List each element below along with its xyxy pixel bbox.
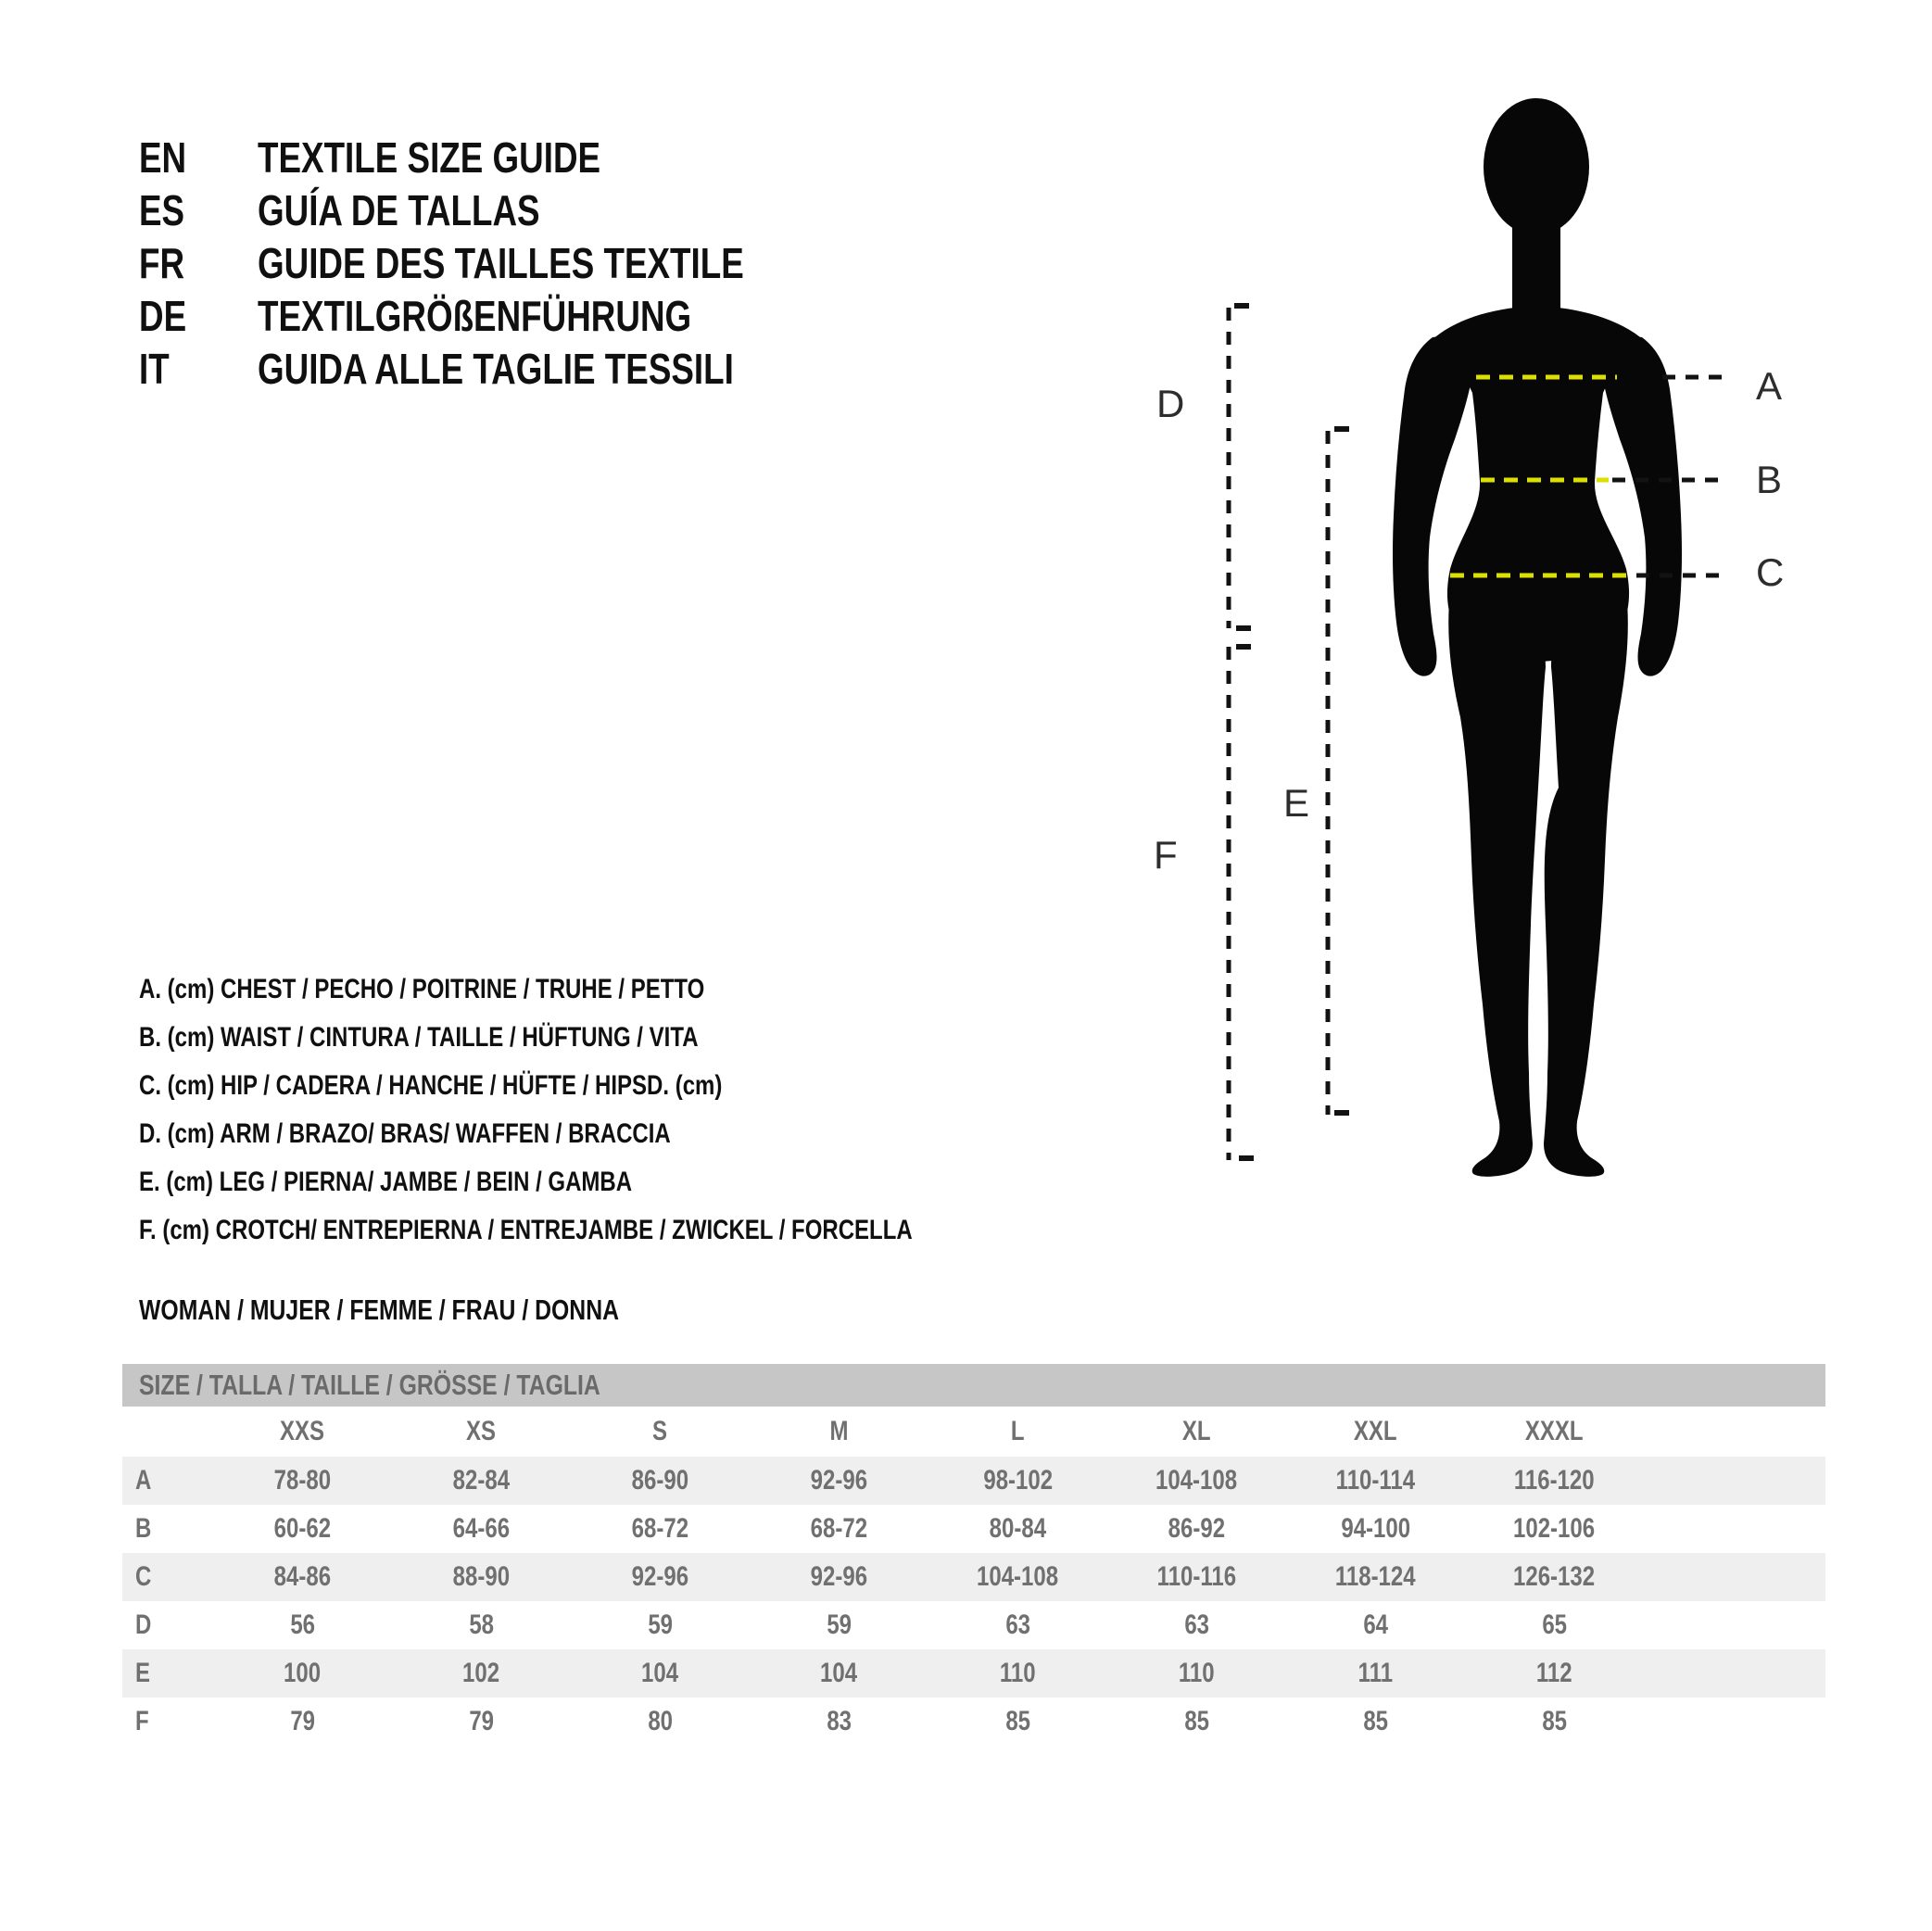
column-header-text: M (829, 1416, 849, 1446)
measure-label-d: D (1156, 382, 1185, 425)
size-cell-text: 118-124 (1335, 1561, 1416, 1592)
row-label (122, 1698, 213, 1746)
size-cell-text: 85 (1363, 1706, 1388, 1736)
row-label-text: E (135, 1658, 151, 1688)
size-cell-text: 64 (1363, 1609, 1388, 1640)
size-cell-text: 63 (1005, 1609, 1030, 1640)
language-code (139, 184, 196, 237)
size-cell (392, 1505, 571, 1553)
table-row (122, 1553, 1825, 1601)
size-cell-text: 59 (648, 1609, 673, 1640)
size-cell-text: 110 (1179, 1658, 1215, 1688)
size-cell-text: 92-96 (810, 1561, 868, 1592)
size-cell-text: 60-62 (273, 1513, 332, 1544)
row-label-text: B (135, 1513, 152, 1544)
size-cell (571, 1553, 750, 1601)
size-cell (1465, 1505, 1644, 1553)
size-cell-text: 92-96 (631, 1561, 689, 1592)
size-cell-text: 110-116 (1156, 1561, 1237, 1592)
column-header-text: XL (1182, 1416, 1211, 1446)
size-cell (928, 1457, 1107, 1505)
size-cell (1286, 1601, 1465, 1649)
row-filler (1644, 1649, 1825, 1698)
column-header (1465, 1407, 1644, 1457)
silhouette-right-leg (1544, 584, 1628, 1177)
size-cell (928, 1649, 1107, 1698)
row-filler (1644, 1457, 1825, 1505)
row-label-text: A (135, 1465, 152, 1496)
size-cell (928, 1601, 1107, 1649)
size-table (122, 1364, 1825, 1746)
size-cell-text: 63 (1184, 1609, 1209, 1640)
legend-item (139, 1110, 1105, 1158)
size-cell-text: 104-108 (1155, 1465, 1238, 1496)
legend-item-text: B. (cm) WAIST / CINTURA / TAILLE / HÜFTUNG / VITA (139, 1022, 699, 1053)
table-row (122, 1698, 1825, 1746)
language-title-text: TEXTILGRÖßENFÜHRUNG (258, 292, 692, 340)
legend-item (139, 1062, 1105, 1110)
size-cell-text: 126-132 (1513, 1561, 1596, 1592)
language-title (258, 237, 865, 290)
size-cell (1465, 1601, 1644, 1649)
row-label-text: D (135, 1609, 152, 1640)
legend-item-text: F. (cm) CROTCH/ ENTREPIERNA / ENTREJAMBE / ZWICKEL / FORCELLA (139, 1215, 913, 1245)
size-cell-text: 64-66 (452, 1513, 511, 1544)
size-cell (750, 1553, 928, 1601)
size-cell-text: 112 (1536, 1658, 1572, 1688)
size-cell (392, 1457, 571, 1505)
size-cell-text: 68-72 (631, 1513, 689, 1544)
size-cell (928, 1553, 1107, 1601)
size-cell (392, 1601, 571, 1649)
row-label (122, 1601, 213, 1649)
column-header-spacer (122, 1407, 213, 1457)
size-cell (750, 1649, 928, 1698)
size-cell (1107, 1601, 1286, 1649)
size-cell (1286, 1553, 1465, 1601)
size-cell (392, 1649, 571, 1698)
size-cell (1286, 1457, 1465, 1505)
size-cell-text: 98-102 (983, 1465, 1053, 1496)
size-cell-text: 111 (1357, 1658, 1394, 1688)
size-cell (213, 1649, 392, 1698)
size-cell-text: 79 (469, 1706, 494, 1736)
size-cell-text: 65 (1542, 1609, 1567, 1640)
size-cell-text: 83 (827, 1706, 852, 1736)
size-cell-text: 85 (1005, 1706, 1030, 1736)
size-cell (1465, 1649, 1644, 1698)
language-code-text: EN (139, 133, 187, 182)
size-cell (750, 1601, 928, 1649)
language-code-text: DE (139, 292, 187, 340)
language-code-text: ES (139, 186, 185, 234)
language-title (258, 132, 687, 184)
row-filler (1644, 1601, 1825, 1649)
size-cell-text: 78-80 (273, 1465, 332, 1496)
language-code (139, 237, 196, 290)
legend-item-text: E. (cm) LEG / PIERNA/ JAMBE / BEIN / GAMBA (139, 1167, 633, 1197)
size-cell (392, 1698, 571, 1746)
size-cell (1286, 1698, 1465, 1746)
column-header (928, 1407, 1107, 1457)
language-title (258, 290, 800, 343)
language-code-text: IT (139, 345, 170, 393)
size-cell-text: 86-92 (1168, 1513, 1226, 1544)
size-cell (1465, 1698, 1644, 1746)
audience-line (139, 1294, 739, 1327)
language-title (258, 184, 611, 237)
size-cell (392, 1553, 571, 1601)
size-table-header-text: SIZE / TALLA / TAILLE / GRÖSSE / TAGLIA (139, 1369, 600, 1401)
language-title-text: TEXTILE SIZE GUIDE (258, 133, 601, 182)
size-cell-text: 102-106 (1513, 1513, 1596, 1544)
column-header-text: XS (466, 1416, 497, 1446)
measure-label-a: A (1756, 364, 1783, 408)
column-header-text: S (652, 1416, 668, 1446)
language-title-text: GUÍA DE TALLAS (258, 186, 540, 234)
size-cell (571, 1649, 750, 1698)
column-header-text: XXL (1354, 1416, 1397, 1446)
size-cell (213, 1698, 392, 1746)
language-code-text: FR (139, 239, 185, 287)
measure-label-c: C (1756, 550, 1785, 594)
language-code (139, 290, 198, 343)
column-header (750, 1407, 928, 1457)
row-filler (1644, 1553, 1825, 1601)
row-filler (1644, 1698, 1825, 1746)
size-cell-text: 85 (1542, 1706, 1567, 1736)
size-cell (571, 1601, 750, 1649)
table-row (122, 1457, 1825, 1505)
column-header-filler (1644, 1407, 1825, 1457)
woman-silhouette-figure (1149, 83, 1816, 1177)
size-cell-text: 88-90 (452, 1561, 511, 1592)
table-row (122, 1505, 1825, 1553)
size-cell (1286, 1649, 1465, 1698)
language-title-text: GUIDA ALLE TAGLIE TESSILI (258, 345, 734, 393)
size-cell-text: 104 (820, 1658, 858, 1688)
legend-item (139, 1206, 1105, 1255)
legend-item-text: C. (cm) HIP / CADERA / HANCHE / HÜFTE / HIPSD. (cm) (139, 1070, 723, 1101)
size-cell (928, 1505, 1107, 1553)
column-header (1107, 1407, 1286, 1457)
size-table-body (122, 1457, 1825, 1746)
size-cell (1107, 1553, 1286, 1601)
column-header (392, 1407, 571, 1457)
size-cell-text: 82-84 (452, 1465, 511, 1496)
size-cell (1286, 1505, 1465, 1553)
legend-item (139, 1014, 1105, 1062)
size-cell (1107, 1457, 1286, 1505)
size-cell (213, 1505, 392, 1553)
size-cell (571, 1698, 750, 1746)
size-cell-text: 110-114 (1335, 1465, 1416, 1496)
size-cell-text: 94-100 (1341, 1513, 1410, 1544)
size-cell-text: 79 (290, 1706, 315, 1736)
size-cell-text: 92-96 (810, 1465, 868, 1496)
language-title-text: GUIDE DES TAILLES TEXTILE (258, 239, 744, 287)
row-filler (1644, 1505, 1825, 1553)
size-cell (213, 1601, 392, 1649)
legend-item (139, 1158, 1105, 1206)
size-cell (213, 1457, 392, 1505)
column-header-text: XXXL (1525, 1416, 1584, 1446)
language-code (139, 343, 177, 396)
table-row (122, 1601, 1825, 1649)
size-cell (1465, 1457, 1644, 1505)
size-cell-text: 58 (469, 1609, 494, 1640)
size-cell-text: 104 (641, 1658, 679, 1688)
size-cell (571, 1505, 750, 1553)
measure-label-f: F (1154, 833, 1178, 877)
size-cell (928, 1698, 1107, 1746)
size-cell (213, 1553, 392, 1601)
size-cell-text: 110 (1000, 1658, 1036, 1688)
size-cell (750, 1505, 928, 1553)
silhouette-left-leg (1448, 584, 1546, 1177)
size-cell (1107, 1698, 1286, 1746)
size-cell-text: 56 (290, 1609, 315, 1640)
size-cell-text: 102 (462, 1658, 500, 1688)
language-title (258, 343, 852, 396)
size-cell-text: 84-86 (273, 1561, 332, 1592)
size-cell-text: 86-90 (631, 1465, 689, 1496)
measure-label-e: E (1283, 781, 1310, 825)
legend-item-text: D. (cm) ARM / BRAZO/ BRAS/ WAFFEN / BRACCIA (139, 1118, 671, 1149)
size-cell-text: 80-84 (989, 1513, 1047, 1544)
size-cell (1107, 1649, 1286, 1698)
row-label (122, 1457, 213, 1505)
size-cell-text: 85 (1184, 1706, 1209, 1736)
size-cell-text: 68-72 (810, 1513, 868, 1544)
row-label-text: F (135, 1706, 149, 1736)
row-label (122, 1649, 213, 1698)
column-header (571, 1407, 750, 1457)
column-header (1286, 1407, 1465, 1457)
measurement-legend (139, 966, 1105, 1255)
row-label (122, 1505, 213, 1553)
size-cell-text: 100 (284, 1658, 322, 1688)
language-code (139, 132, 198, 184)
size-cell (1107, 1505, 1286, 1553)
size-cell-text: 80 (648, 1706, 673, 1736)
size-cell-text: 116-120 (1514, 1465, 1595, 1496)
size-cell-text: 104-108 (977, 1561, 1059, 1592)
legend-item (139, 966, 1105, 1014)
column-header-text: L (1011, 1416, 1025, 1446)
size-cell (750, 1457, 928, 1505)
size-cell-text: 59 (827, 1609, 852, 1640)
row-label (122, 1553, 213, 1601)
table-row (122, 1649, 1825, 1698)
size-cell (571, 1457, 750, 1505)
size-cell (1465, 1553, 1644, 1601)
size-table-columns (122, 1407, 1825, 1457)
column-header (213, 1407, 392, 1457)
measure-label-b: B (1756, 458, 1783, 501)
row-label-text: C (135, 1561, 152, 1592)
legend-item-text: A. (cm) CHEST / PECHO / POITRINE / TRUHE / PETTO (139, 974, 705, 1004)
size-cell (750, 1698, 928, 1746)
column-header-text: XXS (280, 1416, 325, 1446)
audience-text: WOMAN / MUJER / FEMME / FRAU / DONNA (139, 1294, 620, 1326)
size-table-header (122, 1364, 1825, 1407)
